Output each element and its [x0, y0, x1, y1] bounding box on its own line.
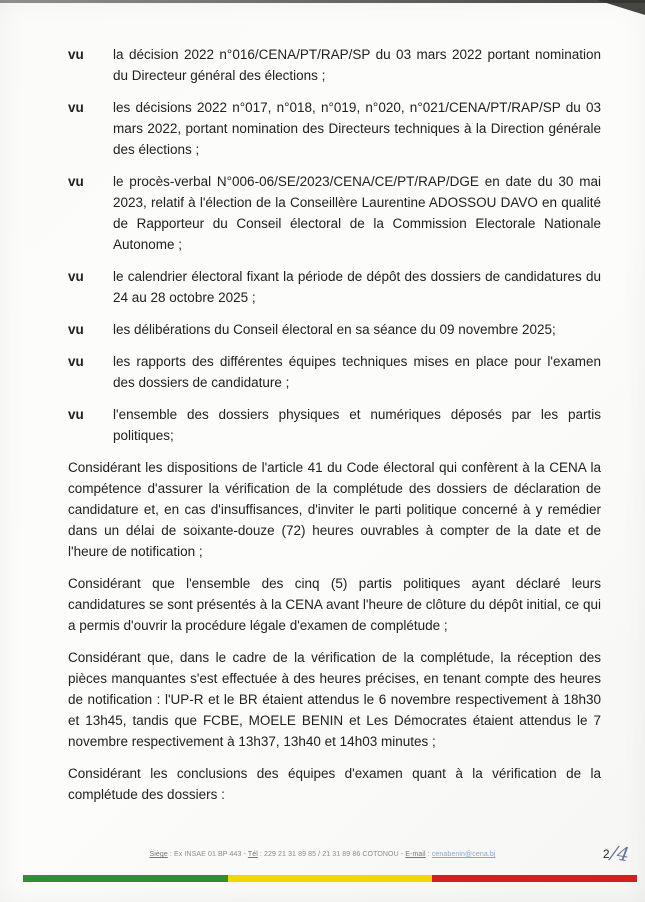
vu-label: vu [68, 174, 84, 189]
document-footer [0, 851, 645, 858]
vu-label: vu [68, 269, 84, 284]
footer-email-address: cenabenin@cena.bj [431, 851, 496, 858]
vu-label: vu [68, 47, 84, 62]
vu-text: les rapports des différentes équipes techniques mises en place pour l'examen des dossiers de candidature ; [113, 354, 601, 390]
considerant-paragraph: Considérant que, dans le cadre de la vérification de la complétude, la réception des pièces manquantes s'est effectuée à des heures précises, en tenant compte des heures de notification : l'UP-R et le BR étaient attendus le 6 novembre respectivement à 18h30 et 13h45, tandis que FCBE, MOELE BENIN et Les Démocrates étaient attendus le 7 novembre respectivement à 13h37, 13h40 et 14h03 minutes ; [68, 650, 601, 749]
vu-text: la décision 2022 n°016/CENA/PT/RAP/SP du 03 mars 2022 portant nomination du Directeur général des élections ; [113, 47, 601, 83]
footer-email-sep: : [425, 851, 432, 858]
flag-yellow-segment [228, 875, 433, 882]
footer-email-label: E-mail [405, 851, 426, 858]
considerant-paragraph: Considérant les dispositions de l'article 41 du Code électoral qui confèrent à la CENA la compétence d'assurer la vérification de la complétude des dossiers de déclaration de candidature et, en cas d'insuffisances, d'inviter le parti politique concerné à y remédier dans un délai de soixante-douze (72) heures ouvrables à compter de la date et de l'heure de notification ; [68, 460, 601, 559]
considerant-paragraph: Considérant que l'ensemble des cinq (5) partis politiques ayant déclaré leurs candidatures se sont présentés à la CENA avant l'heure de clôture du dépôt initial, ce qui a permis d'ouvrir la procédure légale d'examen de complétude ; [68, 576, 601, 633]
footer-tel-text: : 229 21 31 89 85 / 21 31 89 86 COTONOU - [257, 851, 406, 858]
flag-red-segment [432, 875, 637, 882]
vu-text: les délibérations du Conseil électoral en sa séance du 09 novembre 2025; [113, 322, 556, 337]
vu-label: vu [68, 322, 84, 337]
vu-item [68, 319, 601, 340]
vu-text: l'ensemble des dossiers physiques et numériques déposés par les partis politiques; [113, 407, 601, 443]
vu-text: les décisions 2022 n°017, n°018, n°019, n°020, n°021/CENA/PT/RAP/SP du 03 mars 2022, portant nomination des Directeurs techniques à la Direction générale des élections ; [113, 100, 601, 157]
vu-label: vu [68, 354, 84, 369]
vu-item [68, 351, 601, 393]
considerant-section [68, 457, 601, 805]
benin-flag-bar [23, 875, 637, 882]
flag-green-segment [23, 875, 228, 882]
considerant-paragraph: Considérant les conclusions des équipes d'examen quant à la vérification de la complétude des dossiers : [68, 766, 601, 802]
footer-tel-label: Tél [247, 851, 258, 858]
scan-edge-artifact [0, 0, 645, 3]
scan-corner-artifact [597, 0, 645, 15]
footer-siege-label: Siège [149, 851, 168, 858]
vu-label: vu [68, 100, 84, 115]
page-number-printed: 2 [602, 847, 610, 861]
vu-item [68, 171, 601, 255]
vu-item [68, 266, 601, 308]
vu-text: le calendrier électoral fixant la période de dépôt des dossiers de candidatures du 24 au 28 octobre 2025 ; [113, 269, 601, 305]
page-number-handwritten: /4 [608, 841, 631, 867]
vu-item [68, 404, 601, 446]
vu-label: vu [68, 407, 84, 422]
document-body [68, 44, 601, 816]
footer-siege-text: : Ex INSAE 01 BP 443 - [167, 851, 248, 858]
vu-text: le procès-verbal N°006-06/SE/2023/CENA/CE/PT/RAP/DGE en date du 30 mai 2023, relatif à l'élection de la Conseillère Laurentine ADOSSOU DAVO en qualité de Rapporteur du Conseil électoral de la Commission Electorale Nationale Autonome ; [113, 174, 601, 252]
page-number [602, 841, 631, 867]
vu-item [68, 44, 601, 86]
vu-item [68, 97, 601, 160]
